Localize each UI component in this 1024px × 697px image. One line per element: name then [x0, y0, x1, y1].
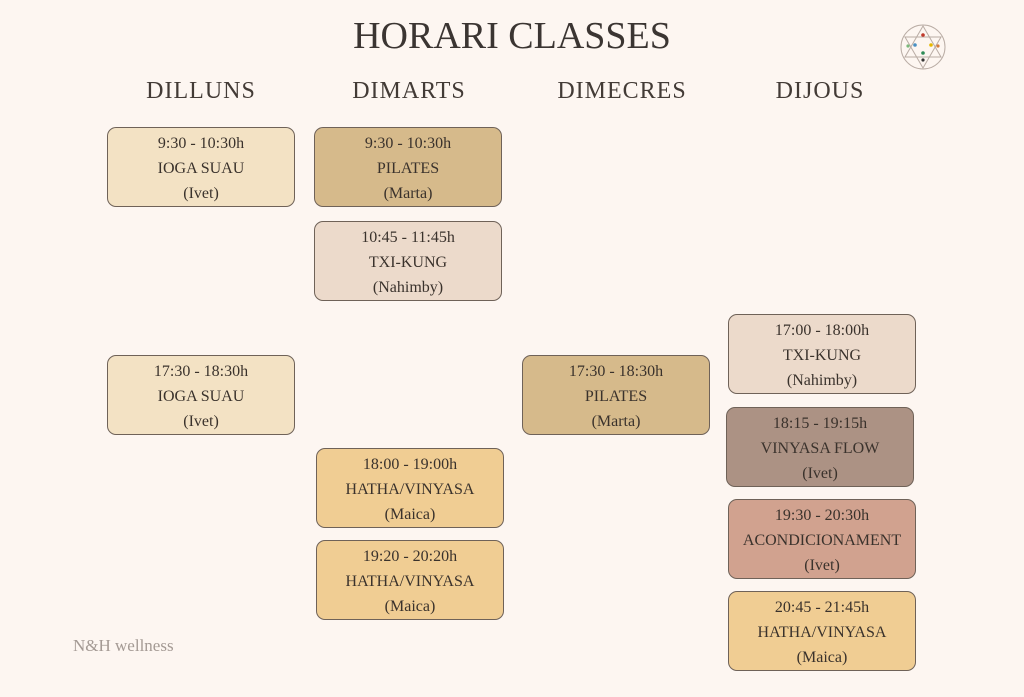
class-name: HATHA/VINYASA	[345, 481, 475, 498]
class-time: 18:15 - 19:15h	[772, 415, 868, 432]
class-name: HATHA/VINYASA	[757, 624, 887, 641]
star-of-david-icon	[898, 22, 948, 72]
day-header-wednesday: DIMECRES	[557, 78, 687, 104]
class-teacher: (Marta)	[591, 413, 641, 430]
day-header-thursday: DIJOUS	[775, 78, 865, 104]
class-teacher: (Ivet)	[802, 465, 838, 482]
class-name: TXI-KUNG	[368, 254, 448, 271]
class-time: 10:45 - 11:45h	[361, 229, 455, 246]
class-time: 19:20 - 20:20h	[362, 548, 458, 565]
class-teacher: (Maica)	[796, 649, 848, 666]
class-time: 19:30 - 20:30h	[774, 507, 870, 524]
class-name: PILATES	[584, 388, 648, 405]
class-teacher: (Maica)	[384, 506, 436, 523]
class-card	[316, 540, 504, 620]
class-card	[314, 127, 502, 207]
class-name: ACONDICIONAMENT	[742, 532, 902, 549]
class-teacher: (Ivet)	[183, 185, 219, 202]
class-card	[522, 355, 710, 435]
class-card	[728, 314, 916, 394]
class-card	[107, 127, 295, 207]
page-title: HORARI CLASSES	[353, 15, 671, 57]
class-card	[316, 448, 504, 528]
class-card	[728, 499, 916, 579]
class-name: IOGA SUAU	[157, 160, 245, 177]
day-header-tuesday: DIMARTS	[352, 78, 466, 104]
class-name: IOGA SUAU	[157, 388, 245, 405]
class-time: 17:30 - 18:30h	[568, 363, 664, 380]
class-name: TXI-KUNG	[782, 347, 862, 364]
class-time: 9:30 - 10:30h	[364, 135, 452, 152]
class-teacher: (Ivet)	[804, 557, 840, 574]
class-card	[107, 355, 295, 435]
class-name: PILATES	[376, 160, 440, 177]
class-card	[314, 221, 502, 301]
class-teacher: (Ivet)	[183, 413, 219, 430]
class-time: 17:00 - 18:00h	[774, 322, 870, 339]
class-card	[726, 407, 914, 487]
class-teacher: (Maica)	[384, 598, 436, 615]
class-time: 17:30 - 18:30h	[153, 363, 249, 380]
class-teacher: (Marta)	[383, 185, 433, 202]
class-teacher: (Nahimby)	[372, 279, 444, 296]
class-teacher: (Nahimby)	[786, 372, 858, 389]
class-name: VINYASA FLOW	[760, 440, 880, 457]
class-time: 9:30 - 10:30h	[157, 135, 245, 152]
brand-name: N&H wellness	[73, 636, 174, 655]
day-header-monday: DILLUNS	[146, 78, 256, 104]
class-card	[728, 591, 916, 671]
class-name: HATHA/VINYASA	[345, 573, 475, 590]
class-time: 18:00 - 19:00h	[362, 456, 458, 473]
class-time: 20:45 - 21:45h	[774, 599, 870, 616]
